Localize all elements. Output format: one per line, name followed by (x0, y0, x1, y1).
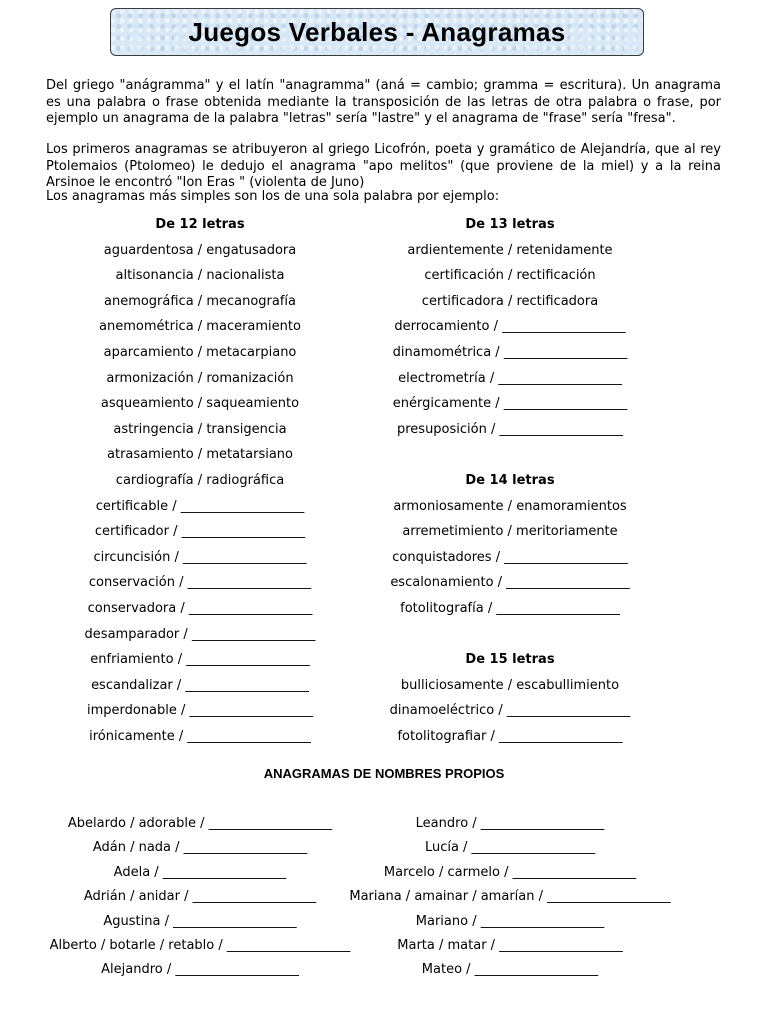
list-item: Adrián / anidar / ___________________ (83, 889, 317, 905)
list-item: Mateo / ___________________ (421, 962, 599, 978)
list-item: armoniosamente / enamoramientos (393, 498, 627, 514)
section-heading-13: De 13 letras (465, 217, 555, 232)
spacer (345, 622, 675, 648)
list-item: Alberto / botarle / retablo / ___________________ (49, 937, 351, 953)
intro-paragraph-2: Los primeros anagramas se atribuyeron al griego Licofrón, poeta y gramático de Alejandría, que al rey Ptolemaios (Ptolomeo) le dedujo el anagrama "apo melitos" (que proviene de la miel) y a la reina Arsinoe le encontró "Ion Eras " (violenta de Juno) (46, 142, 721, 190)
section-heading-14: De 14 letras (465, 472, 555, 488)
list-item: asqueamiento / saqueamiento (100, 396, 300, 412)
list-item: Adela / ___________________ (113, 864, 287, 880)
section-heading-15: De 15 letras (465, 652, 555, 668)
list-item: derrocamiento / ___________________ (394, 319, 626, 335)
list-item: escalonamiento / ___________________ (390, 575, 630, 591)
list-item: certificación / rectificación (424, 268, 596, 284)
list-item: Leandro / ___________________ (415, 816, 605, 831)
list-item: dinamométrica / ___________________ (392, 344, 628, 360)
list-item: altisonancia / nacionalista (115, 268, 285, 284)
list-item: Lucía / ___________________ (424, 840, 596, 856)
list-item: certificadora / rectificadora (421, 293, 599, 309)
list-item: imperdonable / ___________________ (86, 703, 314, 719)
list-item: aparcamiento / metacarpiano (103, 344, 297, 360)
list-item: certificador / ___________________ (94, 524, 306, 540)
list-item: fotolitografiar / ___________________ (397, 728, 623, 744)
proper-names-heading: ANAGRAMAS DE NOMBRES PROPIOS (263, 766, 505, 781)
section-heading-12: De 12 letras (155, 217, 245, 232)
right-word-column (345, 212, 675, 749)
list-item: irónicamente / ___________________ (89, 728, 311, 744)
list-item: Alejandro / ___________________ (101, 962, 299, 978)
list-item: enfriamiento / ___________________ (90, 652, 310, 668)
list-item: Mariano / ___________________ (415, 913, 605, 929)
list-item: Marta / matar / ___________________ (397, 937, 623, 953)
list-item: Marcelo / carmelo / ___________________ (383, 864, 637, 880)
title-banner (110, 8, 644, 56)
list-item: circuncisión / ___________________ (93, 549, 307, 565)
list-item: fotolitografía / ___________________ (400, 600, 620, 616)
list-item: desamparador / ___________________ (84, 626, 316, 642)
page-title: Juegos Verbales - Anagramas (188, 16, 566, 47)
list-item: conservadora / ___________________ (87, 600, 313, 616)
list-item: arremetimiento / meritoriamente (402, 524, 618, 540)
list-item: conservación / ___________________ (88, 575, 312, 591)
left-word-column (35, 212, 365, 749)
list-item: armonización / romanización (106, 370, 294, 386)
list-item: Abelardo / adorable / ___________________ (67, 816, 333, 831)
list-item: aguardentosa / engatusadora (103, 242, 297, 258)
list-item: Agustina / ___________________ (103, 913, 297, 929)
list-item: escandalizar / ___________________ (91, 677, 309, 693)
list-item: ardientemente / retenidamente (407, 242, 613, 258)
list-item: Adán / nada / ___________________ (92, 840, 308, 856)
list-item: presuposición / ___________________ (396, 421, 623, 437)
list-item: certificable / ___________________ (95, 498, 305, 514)
spacer (345, 442, 675, 468)
list-item: Mariana / amainar / amarían / ___________________ (349, 889, 671, 905)
list-item: anemográfica / mecanografía (103, 293, 297, 309)
list-item: dinamoeléctrico / ___________________ (389, 703, 631, 719)
proper-names-left-column (35, 812, 365, 983)
list-item: electrometría / ___________________ (398, 370, 622, 386)
list-item: conquistadores / ___________________ (392, 549, 628, 565)
list-item: enérgicamente / ___________________ (392, 396, 628, 412)
list-item: bulliciosamente / escabullimiento (400, 677, 620, 693)
list-item: anemométrica / maceramiento (99, 319, 301, 335)
list-item: astringencia / transigencia (113, 421, 287, 437)
list-item: atrasamiento / metatarsiano (107, 447, 293, 463)
list-item: cardiografía / radiográfica (115, 472, 285, 488)
intro-paragraph-3: Los anagramas más simples son los de una sola palabra por ejemplo: (46, 189, 500, 204)
intro-paragraph-1: Del griego "anágramma" y el latín "anagramma" (aná = cambio; gramma = escritura). Un anagrama es una palabra o frase obtenida mediante la transposición de las letras de otra palabra o frase, por ejemplo un anagrama de la palabra "letras" sería "lastre" y el anagrama de "frase" sería "fresa". (46, 78, 721, 126)
proper-names-right-column (345, 812, 675, 983)
